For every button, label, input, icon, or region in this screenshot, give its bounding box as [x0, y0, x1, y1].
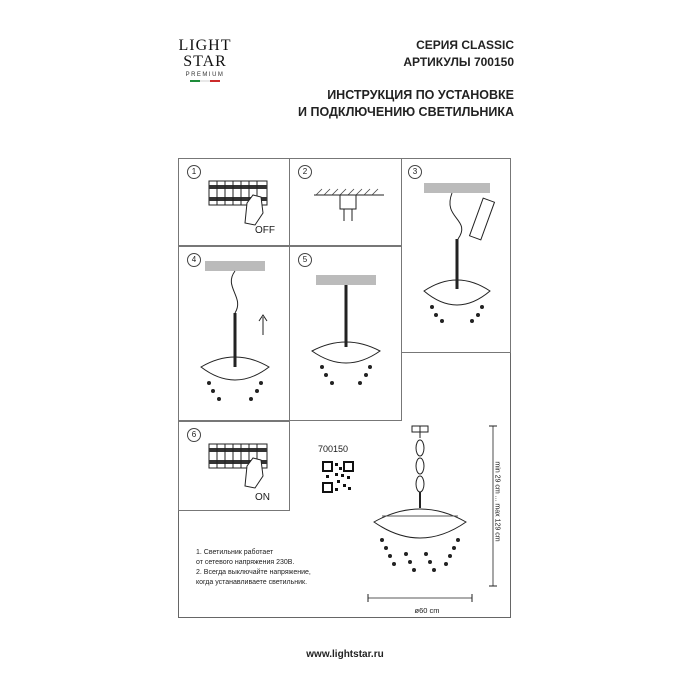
breaker-on-illustration — [201, 436, 281, 496]
instruction-title-line-1: ИНСТРУКЦИЯ ПО УСТАНОВКЕ — [327, 88, 514, 102]
logo-line-2: STAR — [183, 53, 227, 70]
breaker-off-illustration — [201, 173, 281, 233]
width-dimension-label: ø60 cm — [414, 606, 440, 615]
lightstar-logo — [176, 38, 234, 100]
logo-line-1: LIGHT — [178, 37, 232, 54]
chandelier-lift-illustration — [179, 257, 291, 417]
note-line-4: когда устанавливаете светильник. — [196, 579, 308, 586]
qr-code-icon — [321, 460, 355, 494]
series-title: СЕРИЯ CLASSIC — [416, 38, 514, 52]
ceiling-bracket-illustration — [304, 181, 394, 241]
step-number-5: 5 — [298, 253, 312, 267]
step-1-off-label: OFF — [255, 225, 275, 236]
logo-line-3: PREMIUM — [185, 72, 225, 78]
step-number-6: 6 — [187, 428, 201, 442]
height-dimension-label: min 29 cm ... max 129 cm — [493, 461, 501, 542]
step-number-2: 2 — [298, 165, 312, 179]
italian-flag-stripe — [176, 80, 234, 82]
chandelier-dimension-drawing — [356, 424, 486, 604]
instruction-title-line-2: И ПОДКЛЮЧЕНИЮ СВЕТИЛЬНИКА — [298, 105, 514, 119]
step-6-panel — [178, 421, 290, 511]
article-numbers: АРТИКУЛЫ 700150 — [403, 55, 514, 69]
chandelier-hanging-illustration — [402, 179, 512, 349]
note-line-1: 1. Светильник работает — [196, 549, 274, 556]
step-2-panel — [289, 158, 402, 246]
note-line-3: 2. Всегда выключайте напряжение, — [196, 569, 311, 576]
step-6-on-label: ON — [255, 492, 270, 503]
step-number-4: 4 — [187, 253, 201, 267]
step-1-panel — [178, 158, 290, 246]
step-5-panel — [289, 246, 402, 421]
website-link[interactable]: www.lightstar.ru — [306, 649, 384, 660]
step-number-3: 3 — [408, 165, 422, 179]
step-3-panel — [401, 158, 511, 353]
step-number-1: 1 — [187, 165, 201, 179]
product-article-number: 700150 — [318, 444, 349, 454]
chandelier-mounted-illustration — [290, 267, 403, 427]
note-line-2: от сетевого напряжения 230В. — [196, 559, 295, 566]
step-4-panel — [178, 246, 290, 421]
